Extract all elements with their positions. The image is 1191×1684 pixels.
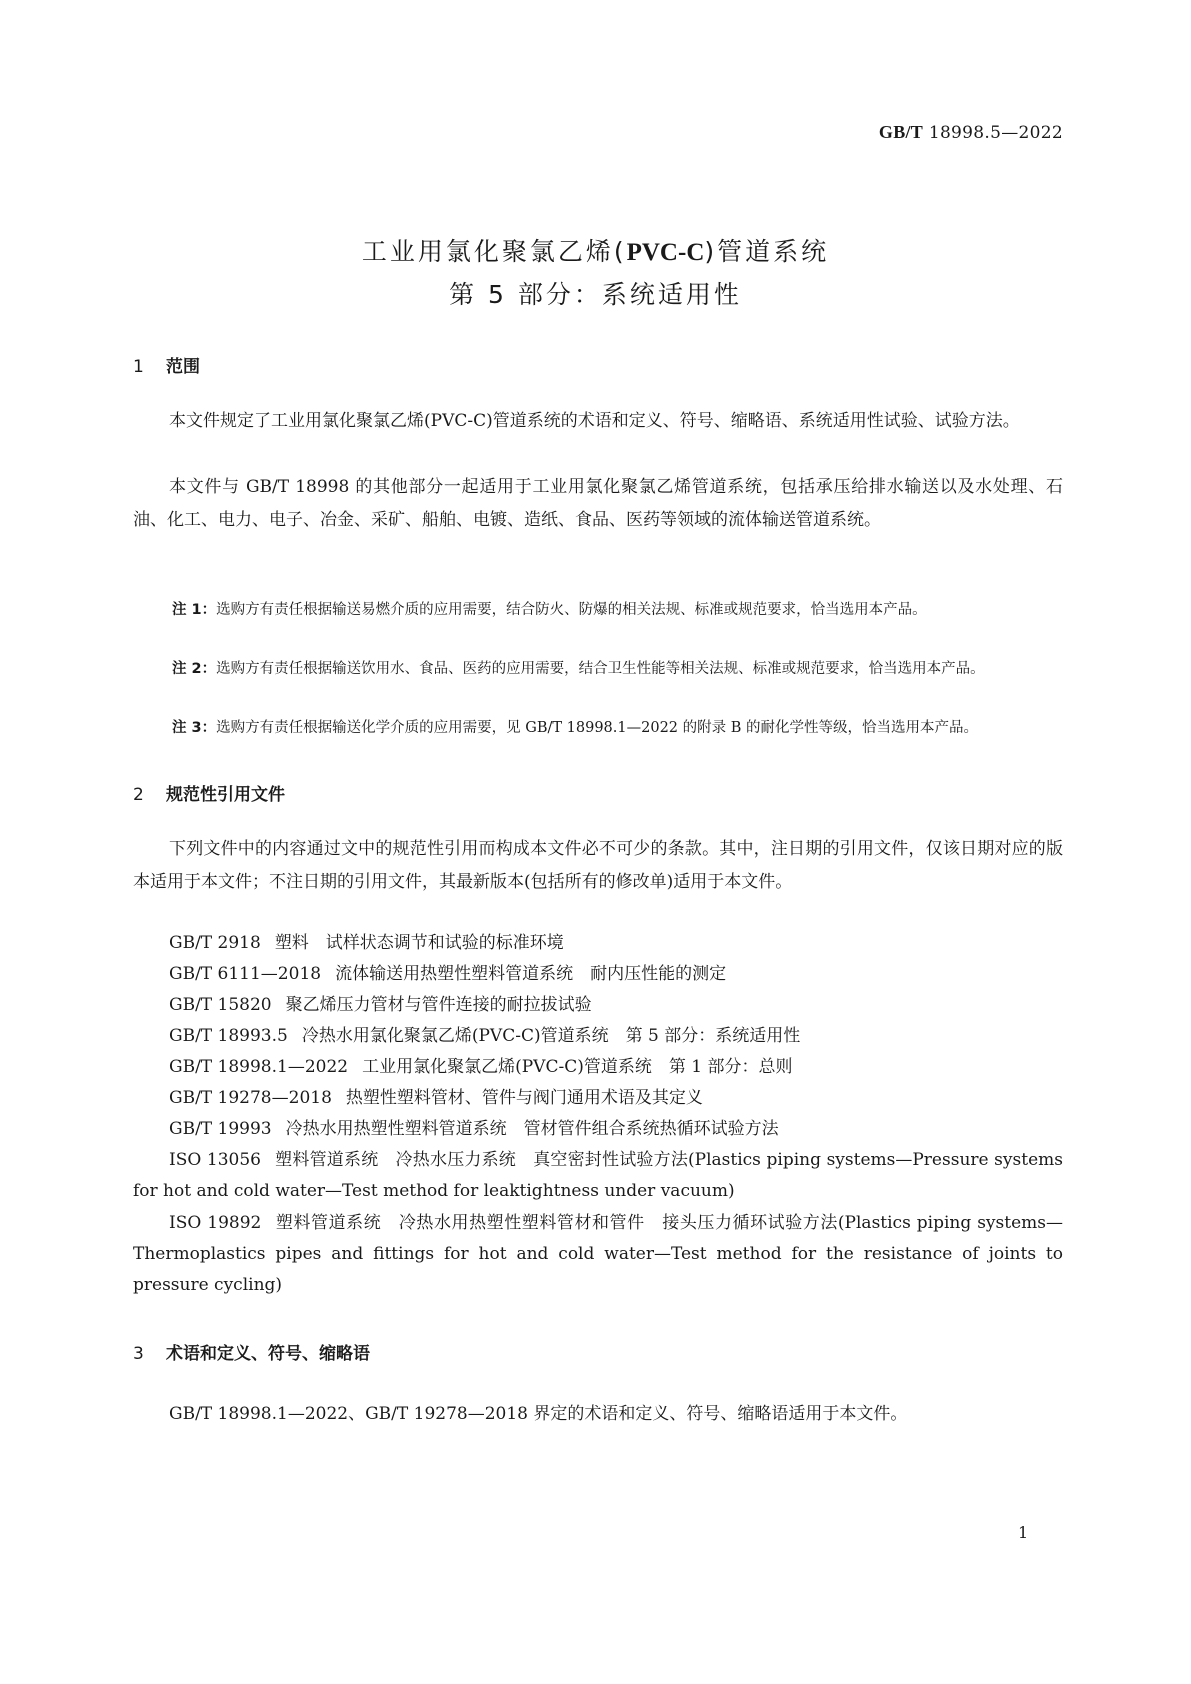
reference-item: GB/T 18993.5 冷热水用氯化聚氯乙烯(PVC-C)管道系统 第 5 部分：系统适用性 xyxy=(169,1026,801,1046)
reference-item: ISO 19892 塑料管道系统 冷热水用热塑性塑料管材和管件 接头压力循环试验方法(Plastics piping systems—Thermoplastics pipes and fittings for hot and cold water—Test method for the resistance of joints to pressure cycling) xyxy=(133,1213,1063,1295)
document-code-number: 18998.5—2022 xyxy=(928,123,1063,143)
page-number: 1 xyxy=(1018,1523,1029,1542)
section-heading-2: 2 规范性引用文件 xyxy=(133,785,285,805)
section-2-paragraph-1: 下列文件中的内容通过文中的规范性引用而构成本文件必不可少的条款。其中，注日期的引用文件，仅该日期对应的版本适用于本文件；不注日期的引用文件，其最新版本(包括所有的修改单)适用于本文件。 xyxy=(133,839,1063,892)
reference-item: ISO 13056 塑料管道系统 冷热水压力系统 真空密封性试验方法(Plastics piping systems—Pressure systems for hot and cold water—Test method for leaktightness under vacuum) xyxy=(133,1150,1063,1201)
section-1-paragraph-2: 本文件与 GB/T 18998 的其他部分一起适用于工业用氯化聚氯乙烯管道系统，包括承压给排水输送以及水处理、石油、化工、电力、电子、冶金、采矿、船舶、电镀、造纸、食品、医药等领域的流体输送管道系统。 xyxy=(133,477,1063,530)
reference-item: GB/T 6111—2018 流体输送用热塑性塑料管道系统 耐内压性能的测定 xyxy=(169,964,727,984)
section-heading-1: 1 范围 xyxy=(133,357,200,377)
reference-item: GB/T 2918 塑料 试样状态调节和试验的标准环境 xyxy=(169,933,564,953)
note-3: 注 3：选购方有责任根据输送化学介质的应用需要，见 GB/T 18998.1—2022 的附录 B 的耐化学性等级，恰当选用本产品。 xyxy=(172,720,978,736)
document-code-prefix: GB/T xyxy=(878,122,924,142)
reference-item: GB/T 15820 聚乙烯压力管材与管件连接的耐拉拔试验 xyxy=(169,995,592,1015)
section-heading-3: 3 术语和定义、符号、缩略语 xyxy=(133,1344,370,1364)
document-title-line-1: 工业用氯化聚氯乙烯(PVC-C)管道系统 xyxy=(361,237,830,266)
note-1: 注 1：选购方有责任根据输送易燃介质的应用需要，结合防火、防爆的相关法规、标准或规范要求，恰当选用本产品。 xyxy=(172,602,927,618)
note-2: 注 2：选购方有责任根据输送饮用水、食品、医药的应用需要，结合卫生性能等相关法规、标准或规范要求，恰当选用本产品。 xyxy=(172,661,985,677)
section-1-paragraph-1: 本文件规定了工业用氯化聚氯乙烯(PVC-C)管道系统的术语和定义、符号、缩略语、系统适用性试验、试验方法。 xyxy=(169,411,1020,431)
document-title-line-2: 第 5 部分：系统适用性 xyxy=(449,280,742,309)
document-code xyxy=(879,122,1063,143)
reference-item: GB/T 19993 冷热水用热塑性塑料管道系统 管材管件组合系统热循环试验方法 xyxy=(169,1119,779,1139)
reference-item: GB/T 19278—2018 热塑性塑料管材、管件与阀门通用术语及其定义 xyxy=(169,1088,703,1108)
section-3-paragraph-1: GB/T 18998.1—2022、GB/T 19278—2018 界定的术语和定义、符号、缩略语适用于本文件。 xyxy=(169,1404,908,1424)
reference-item: GB/T 18998.1—2022 工业用氯化聚氯乙烯(PVC-C)管道系统 第 1 部分：总则 xyxy=(169,1057,793,1077)
